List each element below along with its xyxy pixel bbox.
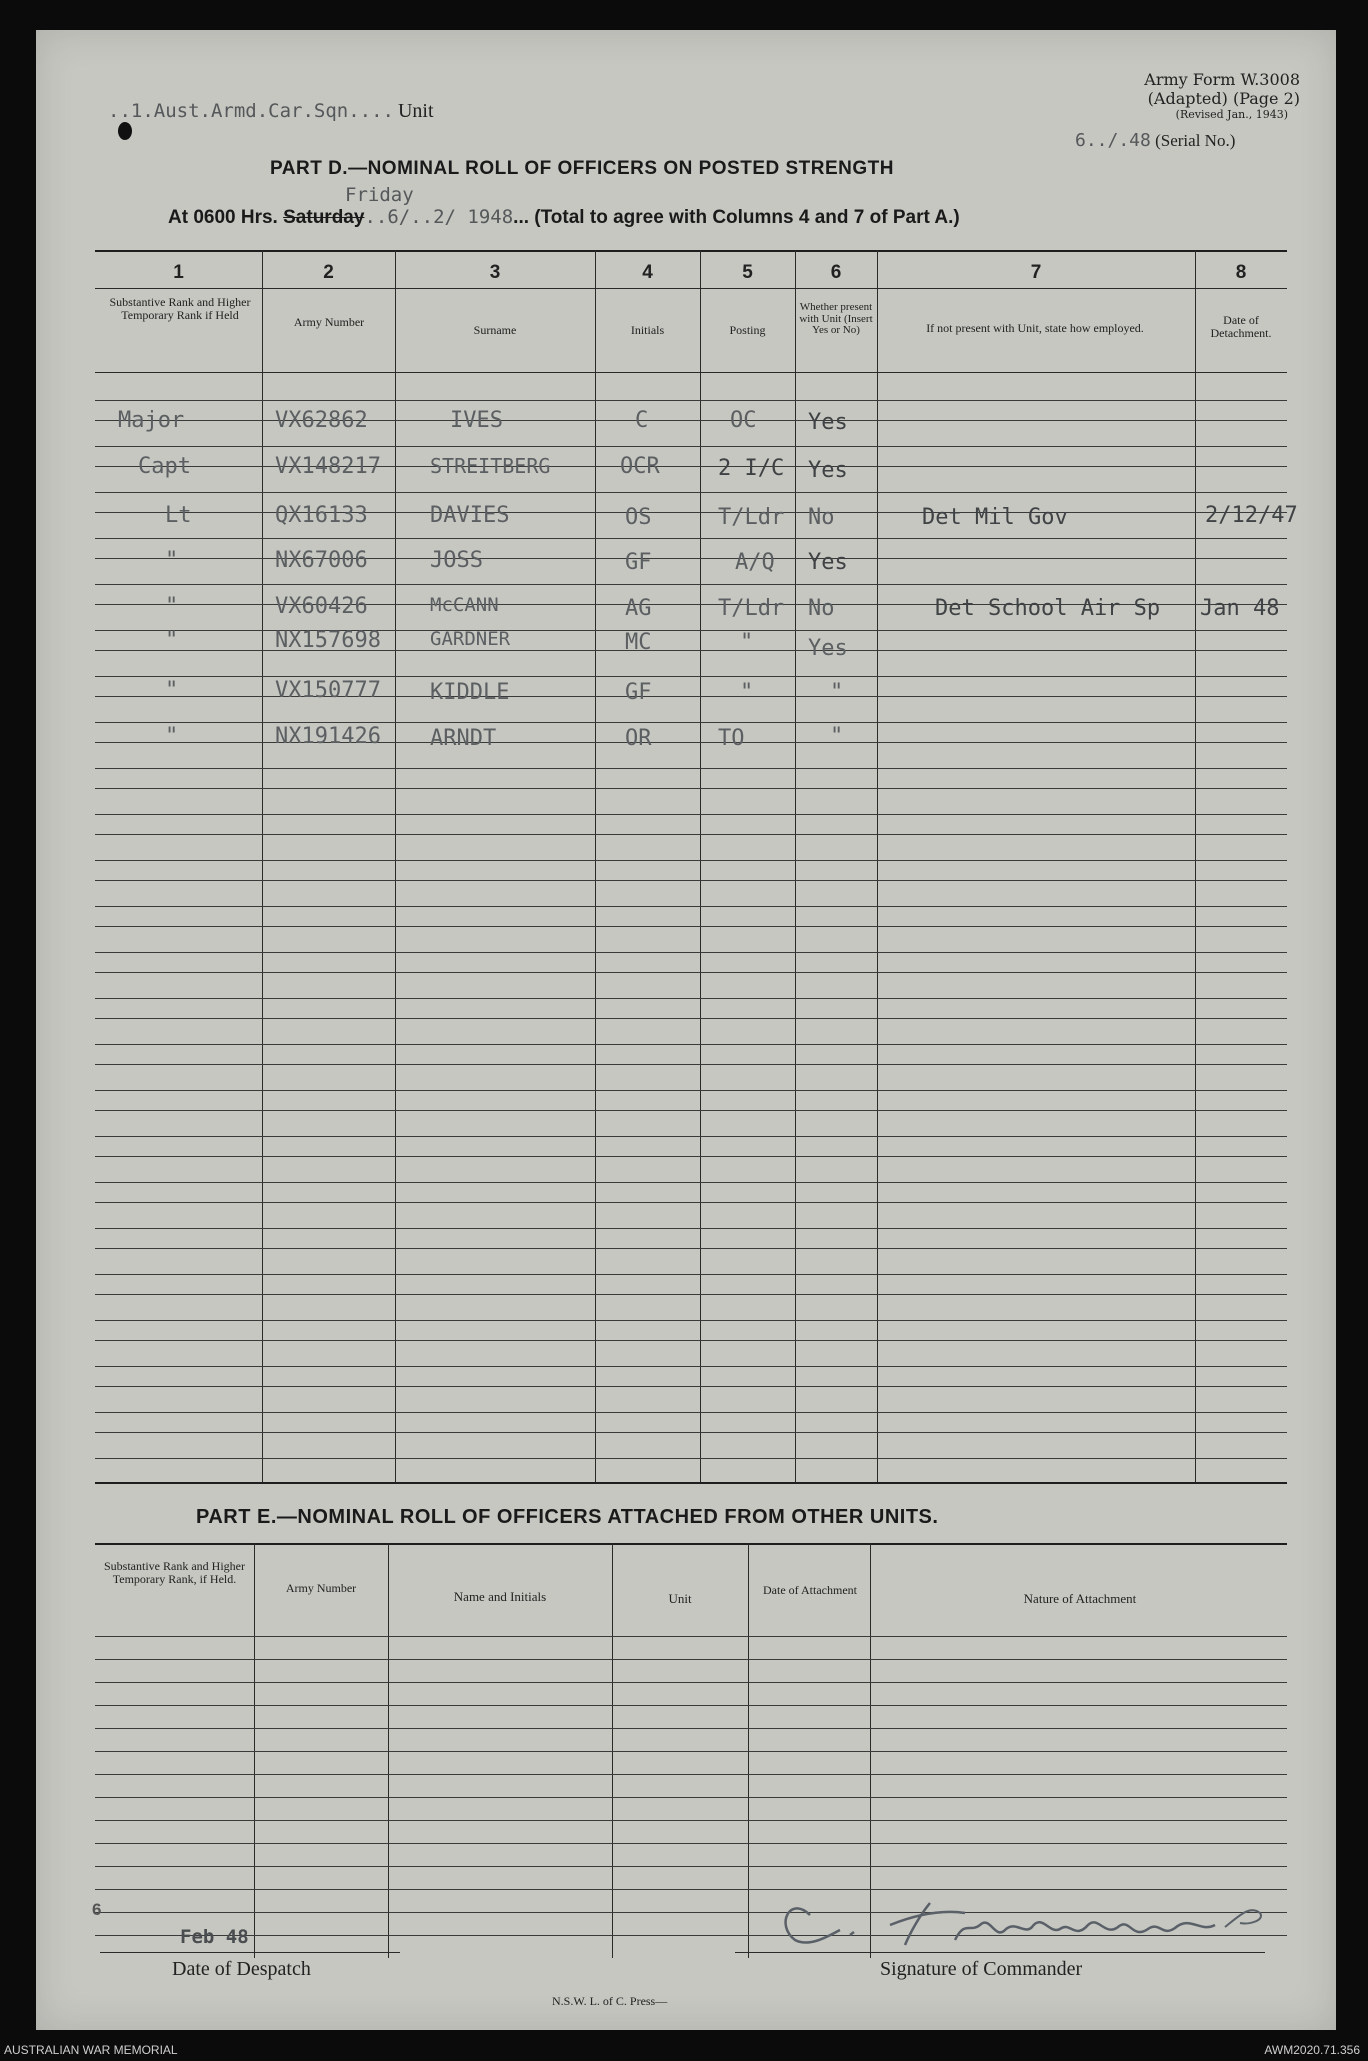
ruled-line (95, 538, 1287, 539)
ruled-line (95, 1728, 1287, 1729)
header-rule (95, 372, 1287, 373)
typed-day: Friday (345, 184, 414, 206)
ruled-line (95, 1110, 1287, 1111)
despatch-line (100, 1952, 400, 1953)
col-header-posting: Posting (729, 323, 766, 337)
ruled-line (95, 998, 1287, 999)
row-2-posting: 2 I/C (718, 456, 785, 481)
row-1-number: VX62862 (275, 408, 368, 433)
ruled-line (95, 584, 1287, 585)
row-8-posting: TO (718, 726, 745, 751)
ruled-line (95, 650, 1287, 651)
row-7-surname: KIDDLE (430, 680, 510, 705)
col-num-1: 1 (173, 262, 184, 283)
row-5-number: VX60426 (275, 594, 368, 619)
col-header-present: Whether present with Unit (Insert Yes or No) (799, 301, 873, 337)
row-8-surname: ARNDT (430, 726, 497, 751)
unit-line (108, 100, 434, 123)
ruled-line (95, 1659, 1287, 1660)
despatch-label: Date of Despatch (172, 1958, 311, 1980)
ruled-line (95, 972, 1287, 973)
form-adapted: (Adapted) (Page 2) (1147, 89, 1300, 108)
ruled-line (95, 1682, 1287, 1683)
ruled-line (95, 1412, 1287, 1413)
row-4-initials: GF (625, 550, 652, 575)
ruled-line (95, 952, 1287, 953)
row-3-posting: T/Ldr (718, 505, 785, 530)
row-7-number: VX150777 (275, 678, 381, 703)
ruled-line (95, 1458, 1287, 1459)
row-6-present: Yes (808, 636, 848, 661)
row-5-rank: " (165, 594, 179, 619)
despatch-day: 6 (92, 1900, 102, 1919)
ruled-line (95, 742, 1287, 743)
signature-label: Signature of Commander (880, 1958, 1083, 1980)
ruled-line (95, 466, 1287, 467)
col-divider-7 (1195, 250, 1196, 1482)
row-2-number: VX148217 (275, 454, 381, 479)
row-8-present: " (830, 724, 844, 749)
row-6-surname: GARDNER (430, 628, 511, 650)
form-id-block (1080, 70, 1300, 121)
row-1-present: Yes (808, 410, 848, 435)
row-3-surname: DAVIES (430, 503, 510, 528)
e-header-name: Name and Initials (453, 1589, 547, 1604)
form-revised: (Revised Jan., 1943) (1175, 108, 1288, 121)
ink-blot (118, 122, 132, 140)
ruled-line (95, 814, 1287, 815)
ruled-line (95, 1797, 1287, 1798)
ruled-line (95, 1182, 1287, 1183)
ruled-line (95, 1136, 1287, 1137)
colnum-rule (95, 288, 1287, 289)
ruled-line (95, 1156, 1287, 1157)
ruled-line (95, 1386, 1287, 1387)
row-7-present: " (830, 680, 844, 705)
row-1-initials: C (635, 408, 649, 433)
ruled-line (95, 1018, 1287, 1019)
serial-value: 6../.48 (1075, 130, 1151, 151)
row-3-employed: Det Mil Gov (922, 505, 1068, 530)
row-2-initials: OCR (620, 454, 660, 479)
ruled-line (95, 1202, 1287, 1203)
row-4-surname: JOSS (430, 548, 483, 573)
ruled-line (95, 558, 1287, 559)
row-7-rank: " (165, 678, 179, 703)
row-5-initials: AG (625, 596, 652, 621)
ruled-line (95, 834, 1287, 835)
row-5-present: No (808, 596, 835, 621)
ruled-line (95, 1774, 1287, 1775)
row-5-posting: T/Ldr (718, 596, 785, 621)
ruled-line (95, 1044, 1287, 1045)
row-7-initials: GF (625, 680, 652, 705)
ruled-line (95, 1843, 1287, 1844)
ruled-line (95, 420, 1287, 421)
ruled-line (95, 880, 1287, 881)
row-2-present: Yes (808, 458, 848, 483)
e-header-attachment-date: Date of Attachment (763, 1583, 857, 1597)
archive-right: AWM2020.71.356 (1264, 2043, 1360, 2057)
row-3-date: 2/12/47 (1205, 503, 1298, 528)
ruled-line (95, 906, 1287, 907)
col-num-3: 3 (489, 262, 501, 283)
at-line (168, 206, 960, 229)
ruled-line (95, 696, 1287, 697)
ruled-line (95, 676, 1287, 677)
ruled-line (95, 1274, 1287, 1275)
unit-value: ..1.Aust.Armd.Car.Sqn.... (108, 100, 394, 122)
ruled-line (95, 1228, 1287, 1229)
ruled-line (95, 1248, 1287, 1249)
col-header-employed: If not present with Unit, state how employed. (926, 321, 1144, 335)
row-4-number: NX67006 (275, 548, 368, 573)
signature-line (735, 1952, 1265, 1953)
unit-label: Unit (397, 100, 434, 122)
archive-left: AUSTRALIAN WAR MEMORIAL (4, 2043, 178, 2057)
total-note: ... (Total to agree with Columns 4 and 7 of Part A.) (513, 207, 960, 228)
row-4-posting: A/Q (735, 550, 775, 575)
part-d-title: PART D.—NOMINAL ROLL OF OFFICERS ON POSTED STRENGTH (270, 158, 895, 179)
e-header-unit: Unit (668, 1591, 692, 1606)
row-6-initials: MC (625, 630, 652, 655)
archive-footer (0, 2039, 1368, 2061)
col-num-2: 2 (323, 262, 334, 283)
row-3-rank: Lt (165, 503, 192, 528)
row-4-rank: " (165, 548, 179, 573)
ruled-line (95, 768, 1287, 769)
e-header-army-number: Army Number (285, 1581, 357, 1595)
press-imprint: N.S.W. L. of C. Press— (552, 1994, 668, 2008)
ruled-line (95, 860, 1287, 861)
ruled-line (95, 1751, 1287, 1752)
part-e-title: PART E.—NOMINAL ROLL OF OFFICERS ATTACHED FROM OTHER UNITS. (196, 1506, 939, 1528)
ruled-line (95, 1432, 1287, 1433)
col-num-4: 4 (642, 262, 653, 283)
ruled-line (95, 400, 1287, 401)
row-5-employed: Det School Air Sp (935, 596, 1161, 621)
col-num-6: 6 (830, 262, 842, 283)
col-num-5: 5 (742, 262, 753, 283)
row-3-number: QX16133 (275, 503, 368, 528)
part-e-top-rule (95, 1543, 1287, 1545)
col-divider-3 (595, 250, 596, 1482)
ruled-line (95, 1090, 1287, 1091)
row-8-number: NX191426 (275, 724, 381, 749)
ruled-line (95, 492, 1287, 493)
row-1-posting: OC (730, 408, 757, 433)
row-6-number: NX157698 (275, 628, 381, 653)
ruled-line (95, 1866, 1287, 1867)
row-6-posting: " (740, 630, 754, 655)
e-header-rank: Substantive Rank and Higher Temporary Rank, if Held. (104, 1559, 245, 1586)
row-2-surname: STREITBERG (430, 454, 551, 478)
serial-label: (Serial No.) (1155, 131, 1236, 150)
e-header-nature: Nature of Attachment (1023, 1591, 1137, 1606)
row-2-rank: Capt (138, 454, 191, 479)
row-6-rank: " (165, 628, 179, 653)
at-label: At 0600 Hrs. (168, 207, 278, 228)
ruled-line (95, 512, 1287, 513)
row-7-posting: " (740, 680, 754, 705)
col-divider-1 (262, 250, 263, 1482)
col-divider-5 (795, 250, 796, 1482)
ruled-line (95, 722, 1287, 723)
ruled-line (95, 1064, 1287, 1065)
row-5-date: Jan 48 (1200, 596, 1280, 621)
row-8-rank: " (165, 724, 179, 749)
col-header-rank: Substantive Rank and Higher Temporary Rank if Held (109, 295, 251, 322)
printed-day: Saturday (283, 207, 365, 228)
row-4-present: Yes (808, 550, 848, 575)
date-value: ..6/..2/ 194 (364, 206, 502, 228)
serial-line (1075, 130, 1235, 151)
row-1-surname: IVES (450, 408, 503, 433)
row-1-rank: Major (118, 408, 185, 433)
col-header-surname: Surname (473, 323, 517, 337)
ruled-line (95, 788, 1287, 789)
row-3-initials: OS (625, 505, 652, 530)
col-header-initials: Initials (630, 323, 665, 337)
ruled-line (95, 1294, 1287, 1295)
army-form-number: Army Form W.3008 (1144, 70, 1300, 89)
ruled-line (95, 630, 1287, 631)
col-header-detachment-date: Date of Detachment. (1210, 313, 1272, 340)
commander-signature (770, 1885, 1290, 1955)
ruled-line (95, 1705, 1287, 1706)
row-8-initials: OR (625, 726, 652, 751)
ruled-line (95, 926, 1287, 927)
ruled-line (95, 1366, 1287, 1367)
col-divider-6 (877, 250, 878, 1482)
table-bottom-rule (95, 1482, 1287, 1484)
table-top-rule (95, 250, 1287, 252)
row-3-present: No (808, 505, 835, 530)
ruled-line (95, 446, 1287, 447)
col-divider-4 (700, 250, 701, 1482)
ruled-line (95, 1320, 1287, 1321)
row-5-surname: McCANN (430, 594, 499, 616)
ruled-line (95, 1636, 1287, 1637)
col-num-7: 7 (1030, 262, 1042, 283)
col-header-army-number: Army Number (293, 315, 365, 329)
col-num-8: 8 (1235, 262, 1247, 283)
ruled-line (95, 1340, 1287, 1341)
ruled-line (95, 1820, 1287, 1821)
despatch-value: Feb 48 (180, 1926, 249, 1948)
col-divider-2 (395, 250, 396, 1482)
year-digit: 8 (501, 206, 514, 228)
